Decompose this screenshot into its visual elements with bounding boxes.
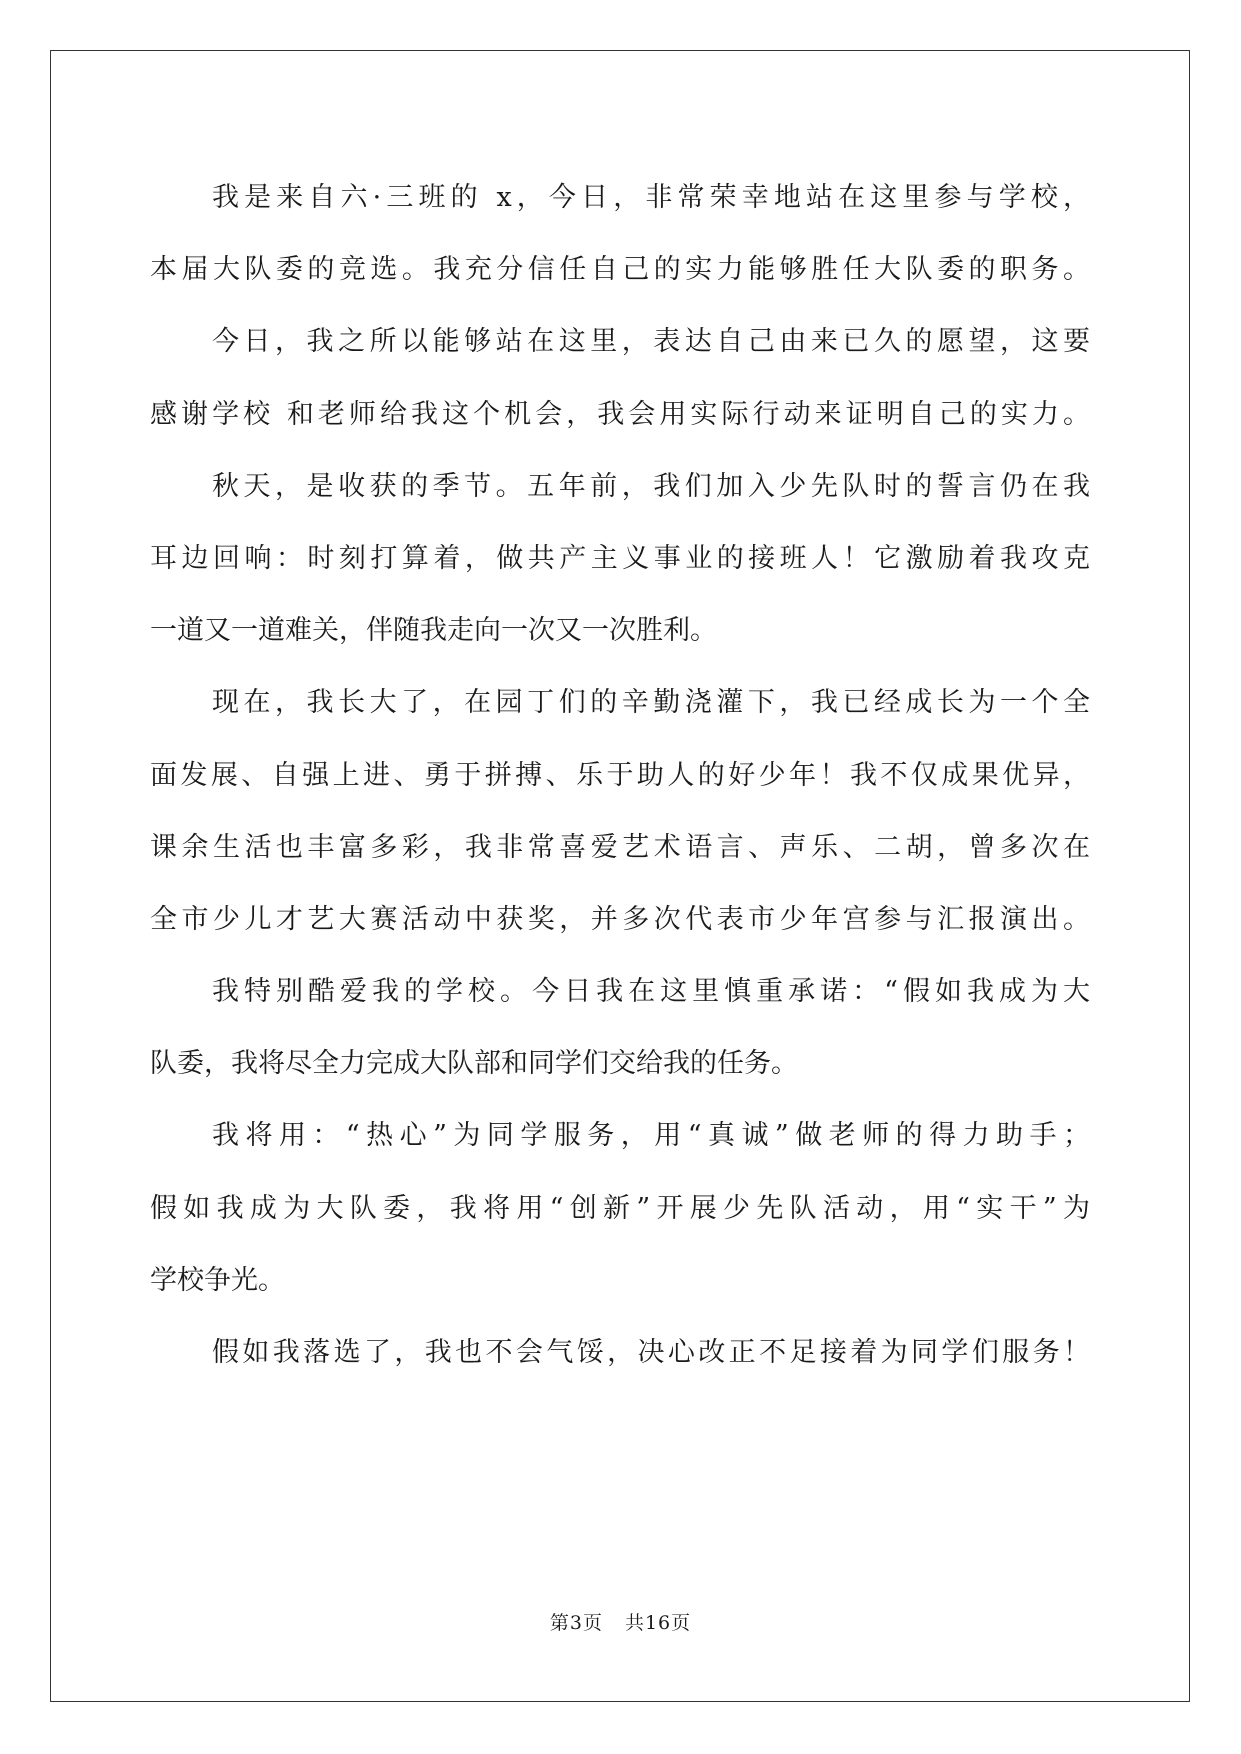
- paragraph-4-line-4: 全市少儿才艺大赛活动中获奖，并多次代表市少年宫参与汇报演出。: [150, 903, 1090, 935]
- document-body: [150, 162, 1090, 1389]
- page-total: 共16页: [624, 1612, 692, 1634]
- paragraph-1-line-1: 我是来自六·三班的 x，今日，非常荣幸地站在这里参与学校，: [212, 182, 1090, 213]
- paragraph-7-line-1: 假如我落选了，我也不会气馁，决心改正不足接着为同学们服务！: [212, 1337, 1090, 1368]
- paragraph-4-line-1: 现在，我长大了，在园丁们的辛勤浇灌下，我已经成长为一个全: [212, 687, 1090, 719]
- paragraph-6-line-3: 学校争光。: [150, 1264, 285, 1296]
- paragraph-6-line-2: 假如我成为大队委，我将用“创新”开展少先队活动，用“实干”为: [150, 1192, 1090, 1224]
- page-footer: [0, 1608, 1241, 1635]
- paragraph-4-line-2: 面发展、自强上进、勇于拼搏、乐于助人的好少年！我不仅成果优异，: [150, 759, 1090, 791]
- paragraph-3-line-2: 耳边回响：时刻打算着，做共产主义事业的接班人！它激励着我攻克: [150, 542, 1090, 574]
- paragraph-3-line-3: 一道又一道难关，伴随我走向一次又一次胜利。: [150, 615, 717, 647]
- paragraph-2-line-2: 感谢学校 和老师给我这个机会，我会用实际行动来证明自己的实力。: [150, 398, 1090, 430]
- paragraph-6-line-1: 我将用：“热心”为同学服务，用“真诚”做老师的得力助手；: [212, 1120, 1090, 1152]
- page-number: 第3页: [549, 1612, 603, 1634]
- paragraph-5-line-1: 我特别酷爱我的学校。今日我在这里慎重承诺：“假如我成为大: [212, 976, 1090, 1008]
- paragraph-1-line-2: 本届大队委的竞选。我充分信任自己的实力能够胜任大队委的职务。: [150, 254, 1090, 286]
- paragraph-5-line-2: 队委，我将尽全力完成大队部和同学们交给我的任务。: [150, 1048, 798, 1080]
- paragraph-2-line-1: 今日，我之所以能够站在这里，表达自己由来已久的愿望，这要: [212, 326, 1090, 358]
- paragraph-4-line-3: 课余生活也丰富多彩，我非常喜爱艺术语言、声乐、二胡，曾多次在: [150, 831, 1090, 863]
- paragraph-3-line-1: 秋天，是收获的季节。五年前，我们加入少先队时的誓言仍在我: [212, 470, 1090, 502]
